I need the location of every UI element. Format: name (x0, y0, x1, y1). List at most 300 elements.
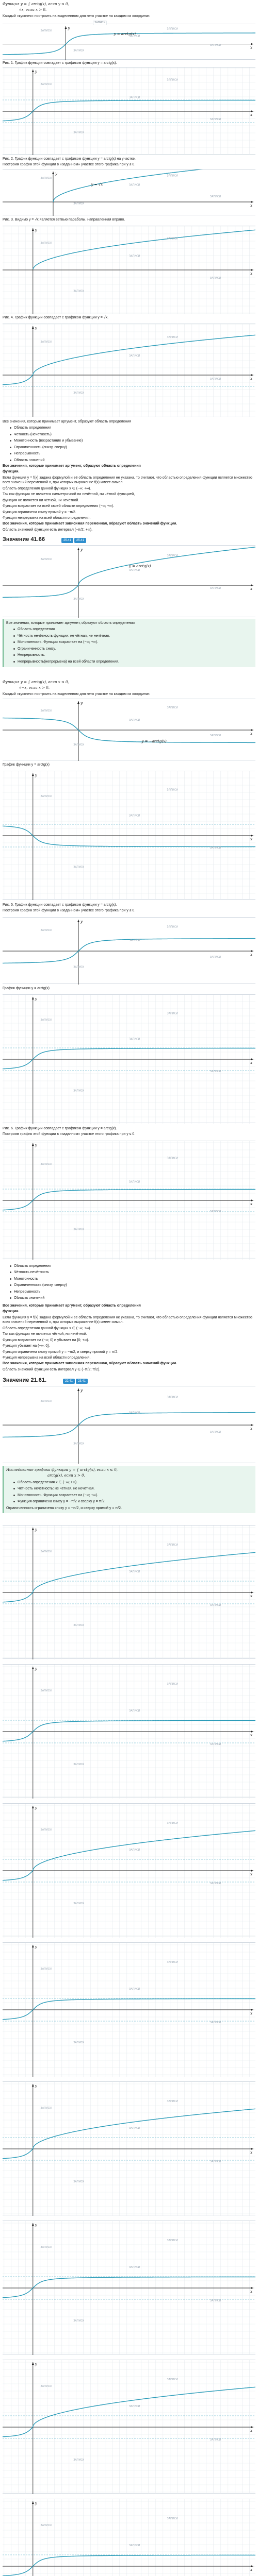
watermark: ЗАПИСИ (129, 35, 140, 38)
defs-p8: Функция ограничена снизу прямой y = −π/2. (3, 510, 76, 514)
watermark: ЗАПИСИ (73, 743, 85, 747)
curve-label: y = arctg(x) (129, 564, 151, 568)
x-axis-arrow (251, 2565, 253, 2567)
watermark: ЗАПИСИ (129, 2266, 140, 2269)
y-axis-arrow (32, 1806, 34, 1808)
watermark: ЗАПИСИ (209, 846, 221, 850)
x-axis-label: x (250, 732, 252, 736)
watermark: ЗАПИСИ (167, 925, 178, 929)
watermark: ЗАПИСИ (129, 2127, 140, 2130)
graph-15 (3, 1942, 255, 2076)
curve (3, 2387, 255, 2436)
part3-func-2: √−x, если x > 0. (19, 686, 50, 690)
list-item: Монотонность. Функция возрастает на (−∞; +∞). (13, 640, 253, 645)
watermark: ЗАПИСИ (167, 2100, 178, 2103)
graph-10 (3, 1141, 255, 1259)
watermark: ЗАПИСИ (167, 1157, 178, 1160)
y-axis-arrow (32, 773, 34, 776)
graph-7 (3, 771, 255, 900)
curve (3, 1190, 255, 1210)
list-item: Непрерывность(непрерывна) на всей области определения. (13, 659, 253, 664)
y-axis-arrow (32, 2084, 34, 2087)
y-axis-label: y (35, 2084, 37, 2088)
watermark: ЗАПИСИ (73, 2041, 85, 2044)
watermark: ЗАПИСИ (167, 1822, 178, 1825)
defs2-p11: Область значений функции есть интервал y ∈ (−π/2; π/2). (3, 1367, 101, 1371)
curve-label: y = arctg(x) (114, 32, 136, 36)
graph-5-svg (3, 546, 255, 618)
list-item: Монотонность. Функция возрастает на (−∞; +∞). (13, 1493, 253, 1498)
defs-p5: Так как функция не является симметричной ни нечётной, ни чётной функцией, (3, 493, 135, 497)
example44-title: Значение 21.61. (3, 1377, 47, 1383)
defs-p1: Все значения, которые принимает аргумент, образуют область определения (3, 464, 141, 468)
list-item: Область определения x ∈ (−∞; +∞). (13, 1480, 253, 1485)
list-item: Область определения (10, 426, 255, 430)
part3-func: Функция y = { arctg(x), если x ≤ 0, (3, 680, 69, 684)
graph-8 (3, 917, 255, 984)
defs-p2: функции. (3, 470, 20, 474)
x-axis-arrow (251, 269, 253, 271)
watermark: ЗАПИСИ (73, 290, 85, 293)
y-axis-label: y (35, 1143, 37, 1147)
watermark: ЗАПИСИ (73, 392, 85, 395)
props3-section (3, 1262, 255, 1302)
y-axis-arrow (32, 997, 34, 999)
watermark: ЗАПИСИ (209, 1882, 221, 1885)
y-axis-label: y (35, 228, 37, 232)
list-item: Чётность нечётность: не чётная, не нечётная. (13, 1486, 253, 1491)
watermark: ЗАПИСИ (73, 1442, 85, 1446)
watermark: ЗАПИСИ (167, 336, 178, 339)
final-head: Исследование графика функции y = { arctg(x), если x ≤ 0, (6, 1468, 118, 1472)
watermark: ЗАПИСИ (129, 1988, 140, 1991)
list-item: Ограниченность снизу. (13, 647, 253, 651)
x-axis-arrow (251, 2009, 253, 2011)
graph-7-svg (3, 771, 255, 900)
graph-19 (3, 2499, 255, 2576)
defs-p3: Если функция y = f(x) задана формулой и её область определения не указана, то считают, что областью определения функции является множество всех значений переменной x, при которых выражение f(x) имеет смысл. (3, 476, 252, 485)
graph6b-caption-section (3, 762, 255, 768)
graph-3 (3, 169, 255, 215)
curve (3, 1552, 255, 1602)
y-axis-label: y (35, 1806, 37, 1810)
graph-4b-svg (3, 324, 255, 417)
defs2-p9: Функция непрерывна на всей области определения. (3, 1355, 91, 1360)
watermark: ЗАПИСИ (209, 1210, 221, 1213)
example44-header (3, 1377, 255, 1384)
defs-section (3, 464, 255, 533)
y-axis-arrow (32, 1528, 34, 1530)
defs2-p8: Функция ограничена снизу прямой y = −π/2, и сверху прямой y = π/2. (3, 1350, 119, 1354)
y-axis-label: y (35, 326, 37, 330)
watermark: ЗАПИСИ (40, 929, 52, 932)
x-axis-arrow (251, 374, 253, 376)
y-axis-label: y (35, 1945, 37, 1949)
x-axis-arrow (251, 835, 253, 837)
watermark: ЗАПИСИ (73, 1089, 85, 1093)
y-axis-label: y (35, 997, 37, 1001)
x-axis-label: x (250, 1061, 252, 1065)
graph-12 (3, 1525, 255, 1659)
x-axis-label: x (250, 1733, 252, 1737)
watermark: ЗАПИСИ (209, 1070, 221, 1073)
example41-header (3, 536, 255, 544)
graph-18 (3, 2360, 255, 2494)
graph-1-svg (3, 24, 255, 60)
watermark: ЗАПИСИ (209, 2160, 221, 2163)
y-axis-arrow (52, 172, 54, 174)
final-list (13, 1480, 253, 1504)
list-item: Функция ограничена снизу y = −π/2 и сверху y = π/2. (13, 1499, 253, 1504)
watermark: ЗАПИСИ (40, 1689, 52, 1692)
props1-section (3, 419, 255, 464)
watermark: ЗАПИСИ (129, 1411, 140, 1415)
y-axis-arrow (32, 1945, 34, 1947)
final-head-2: arctg(x), если x > 0. (47, 1473, 85, 1478)
watermark: ЗАПИСИ (209, 118, 221, 121)
watermark: ЗАПИСИ (40, 83, 52, 86)
watermark: ЗАПИСИ (129, 1849, 140, 1852)
watermark: ЗАПИСИ (73, 866, 85, 869)
x-axis-label: x (250, 2150, 252, 2155)
watermark: ЗАПИСИ (73, 131, 85, 134)
graph-8-svg (3, 918, 255, 985)
watermark: ЗАПИСИ (129, 96, 140, 99)
example44-badge-1[interactable]: 22.41 (63, 1379, 75, 1384)
example44-badge-2[interactable]: 23.41 (76, 1379, 88, 1384)
x-axis-arrow (251, 1199, 253, 1201)
graph-13-svg (3, 1665, 255, 1799)
example41-badge-2[interactable]: 25.41 (74, 538, 86, 543)
graph-9 (3, 994, 255, 1123)
list-item: Непрерывность (10, 451, 255, 456)
watermark: ЗАПИСИ (167, 1683, 178, 1686)
watermark: ЗАПИСИ (73, 1763, 85, 1766)
graph1-caption-section (3, 61, 255, 66)
watermark: ЗАПИСИ (73, 1228, 85, 1231)
list-item: Непрерывность. (13, 653, 253, 657)
graph-4-svg (3, 226, 255, 314)
defs2-p6: Функция возрастает на (−∞; 0] и убывает на [0; +∞). (3, 1338, 89, 1342)
watermark: ЗАПИСИ (40, 1019, 52, 1022)
watermark: ЗАПИСИ (167, 1396, 178, 1399)
intro-text: Каждый «кусочек» построить на выделенном для него участке на каждом из координат. (3, 14, 150, 18)
watermark: ЗАПИСИ (167, 788, 178, 792)
y-axis-arrow (32, 1143, 34, 1146)
watermark: ЗАПИСИ (73, 598, 85, 601)
watermark: ЗАПИСИ (167, 554, 178, 557)
watermark: ЗАПИСИ (40, 242, 52, 245)
watermark: ЗАПИСИ (40, 1550, 52, 1553)
list-item: Непрерывность (10, 1290, 255, 1294)
x-axis-label: x (250, 1427, 252, 1431)
x-axis-label: x (250, 2429, 252, 2433)
y-axis-arrow (65, 26, 67, 29)
part4-caption: Рис. 5. График функции совпадает с графиком функции y = arctg(x). (3, 903, 117, 907)
props2-section (3, 619, 255, 667)
x-axis-arrow (251, 1870, 253, 1872)
watermark: ЗАПИСИ (209, 2438, 221, 2442)
watermark: ЗАПИСИ (40, 2524, 52, 2527)
defs2-p4: Область определения данной функции x ∈ (−∞; +∞). (3, 1326, 91, 1330)
list-item: Область значений (10, 1296, 255, 1300)
watermark: ЗАПИСИ (40, 177, 52, 180)
watermark: ЗАПИСИ (209, 2021, 221, 2024)
x-axis-label: x (250, 1202, 252, 1206)
watermark: ЗАПИСИ (73, 965, 85, 969)
graph-18-svg (3, 2360, 255, 2494)
part2-caption: Рис. 2. График функции совпадает с графиком функции y = arctg(x) на участке. (3, 157, 136, 161)
watermark: ЗАПИСИ (167, 1961, 178, 1964)
defs2-p3: Если функция y = f(x) задана формулой и её область определения не указана, то считают, что областью определения функции является множество всех значений переменной x, при которых выражение f(x) имеет смысл. (3, 1315, 252, 1325)
list-item: Монотонность (10, 1277, 255, 1281)
watermark: ЗАПИСИ (129, 2405, 140, 2408)
watermark: ЗАПИСИ (73, 2180, 85, 2183)
curve-label: y = −arctg(x) (141, 739, 167, 743)
graph-1 (3, 24, 255, 60)
defs-p9: Функция непрерывна на всей области определения. (3, 516, 91, 520)
defs-p10: Все значения, которые принимает зависимая переменная, образуют область значений функции. (3, 522, 178, 526)
x-axis-arrow (251, 201, 253, 203)
graph-17-svg (3, 2221, 255, 2355)
graph-17 (3, 2221, 255, 2354)
part2-section (3, 157, 255, 168)
part4-text: Построим график этой функции в «заданном» участке этого графика при y ≤ 0. (3, 909, 136, 913)
x-axis-arrow (251, 950, 253, 952)
watermark: ЗАПИСИ (167, 2378, 178, 2381)
watermark: ЗАПИСИ (167, 1544, 178, 1547)
watermark: ЗАПИСИ (129, 814, 140, 818)
y-axis-label: y (55, 172, 57, 176)
graph-4 (3, 226, 255, 313)
watermark: ЗАПИСИ (129, 719, 140, 722)
watermark: ЗАПИСИ (40, 2107, 52, 2110)
curve (3, 1999, 255, 2020)
x-axis-label: x (250, 2568, 252, 2572)
y-axis-label: y (35, 773, 37, 777)
y-axis-label: y (35, 2501, 37, 2505)
x-axis-label: x (250, 377, 252, 381)
x-axis-arrow (251, 1731, 253, 1733)
watermark: ЗАПИСИ (167, 27, 178, 31)
watermark: ЗАПИСИ (129, 1570, 140, 1573)
x-axis-label: x (250, 2011, 252, 2015)
intro-section (3, 2, 255, 20)
graph-16-svg (3, 2082, 255, 2216)
watermark: ЗАПИСИ (209, 277, 221, 280)
x-axis-arrow (251, 2148, 253, 2150)
list-item: Ограниченность (снизу, сверху) (10, 1283, 255, 1287)
watermark-pill: ЗАПИСИ (93, 21, 107, 25)
watermark: ЗАПИСИ (167, 2517, 178, 2520)
graph-6 (3, 699, 255, 760)
watermark: ЗАПИСИ (73, 2319, 85, 2323)
y-axis-label: y (80, 548, 83, 552)
watermark: ЗАПИСИ (40, 2246, 52, 2249)
defs-p4: Область определения данной функции x ∈ (−∞; +∞). (3, 486, 91, 490)
watermark: ЗАПИСИ (73, 202, 85, 206)
props3-list (10, 1264, 255, 1301)
props2-list (13, 627, 253, 664)
y-axis-label: y (68, 26, 70, 30)
graph8-caption: Рис. 6. График функции совпадает с графиком функции y = arctg(x). (3, 1127, 117, 1130)
curve (3, 2555, 255, 2576)
list-item: Монотонность (возрастание и убывание) (10, 438, 255, 443)
x-axis-arrow (251, 43, 253, 45)
graph-14-svg (3, 1804, 255, 1938)
x-axis-label: x (250, 953, 252, 957)
defs-p7: Функция возрастает на всей своей области определения (−∞; +∞). (3, 504, 114, 509)
watermark: ЗАПИСИ (73, 1624, 85, 1627)
graph-3-svg (3, 170, 255, 216)
y-axis-arrow (77, 1388, 79, 1391)
watermark: ЗАПИСИ (167, 2239, 178, 2242)
y-axis-arrow (77, 548, 79, 550)
watermark: ЗАПИСИ (209, 956, 221, 959)
graph3-text-section (3, 217, 255, 223)
watermark: ЗАПИСИ (40, 709, 52, 713)
y-axis-label: y (35, 2223, 37, 2227)
x-axis-label: x (250, 1872, 252, 1876)
y-axis-arrow (32, 228, 34, 231)
graph-9-svg (3, 995, 255, 1124)
graph4-caption-section (3, 315, 255, 321)
watermark: ЗАПИСИ (40, 1163, 52, 1166)
graph1-caption: Рис. 1. График функции совпадает с графиком функции y = arctg(x). (3, 61, 117, 65)
watermark: ЗАПИСИ (167, 174, 178, 178)
watermark: ЗАПИСИ (40, 1400, 52, 1403)
graph8-text-section (3, 1126, 255, 1138)
curve-label: y = √x (91, 182, 103, 187)
y-axis-arrow (32, 326, 34, 329)
watermark: ЗАПИСИ (209, 1431, 221, 1434)
graph-12-svg (3, 1526, 255, 1659)
graph6b-caption: График функции y = arctg(x) (3, 763, 50, 767)
watermark: ЗАПИСИ (129, 1038, 140, 1041)
defs-p11: Область значений функции есть интервал (−π/2; +∞). (3, 528, 93, 532)
x-axis-arrow (251, 1424, 253, 1426)
watermark: ЗАПИСИ (209, 734, 221, 737)
watermark: ЗАПИСИ (167, 78, 178, 82)
y-axis-arrow (32, 2362, 34, 2365)
watermark: ЗАПИСИ (129, 1180, 140, 1184)
x-axis-arrow (251, 729, 253, 731)
part3-section (3, 680, 255, 698)
example41-badge-1[interactable]: 25.41 (61, 538, 73, 543)
watermark: ЗАПИСИ (209, 587, 221, 590)
props1-intro: Все значения, которые принимает аргумент, образуют область определения (3, 420, 131, 423)
defs2-section (3, 1303, 255, 1373)
watermark: ЗАПИСИ (209, 1604, 221, 1607)
graph-13 (3, 1664, 255, 1798)
curve (3, 826, 255, 846)
defs2-p10: Все значения, которые принимает зависимая переменная, образуют область значений функции. (3, 1362, 178, 1366)
watermark: ЗАПИСИ (73, 2459, 85, 2462)
y-axis-arrow (32, 2501, 34, 2504)
y-axis-label: y (35, 70, 37, 74)
x-axis-label: x (250, 45, 252, 50)
graph-10-svg (3, 1141, 255, 1260)
final-last: Ограниченность ограничена снизу y = −π/2, и сверху прямой y = π/2. (6, 1506, 122, 1510)
graph-14 (3, 1803, 255, 1937)
x-axis-label: x (250, 113, 252, 117)
y-axis-label: y (35, 1528, 37, 1532)
y-axis-label: y (35, 1667, 37, 1671)
list-item: Ограниченность (снизу, сверху) (10, 445, 255, 450)
curve (3, 1048, 255, 1069)
intro-function-head: Функция y = { arctg(x), если y ≤ 0, (3, 2, 69, 6)
graph8-text: Построим график этой функции в «заданном» участке этого графика при y ≤ 0. (3, 1132, 136, 1137)
graph4-caption: Рис. 4. График функции совпадает с графиком функции y = √x. (3, 316, 109, 319)
x-axis-arrow (251, 584, 253, 586)
watermark: ЗАПИСИ (209, 378, 221, 381)
x-axis-label: x (250, 1594, 252, 1598)
x-axis-label: x (250, 2290, 252, 2294)
watermark: ЗАПИСИ (40, 2385, 52, 2388)
part4b-section (3, 986, 255, 992)
graph3-text: Рис. 3. Видимо y = √x является ветвью параболы, направленная вправо. (3, 218, 125, 222)
watermark: ЗАПИСИ (129, 354, 140, 358)
watermark: ЗАПИСИ (129, 939, 140, 942)
watermark: ЗАПИСИ (167, 1012, 178, 1015)
part3-text: Каждый «кусочек» построить на выделенном для него участке на каждом из координат. (3, 692, 150, 696)
watermark: ЗАПИСИ (40, 1968, 52, 1971)
defs2-p7: Функция убывает на (−∞; 0]. (3, 1344, 50, 1348)
y-axis-label: y (80, 1388, 83, 1393)
list-item: Область значений (10, 458, 255, 463)
watermark: ЗАПИСИ (40, 1828, 52, 1832)
final-section (3, 1466, 255, 1513)
list-item: Область определения (10, 1264, 255, 1268)
x-axis-arrow (251, 2426, 253, 2428)
x-axis-label: x (250, 837, 252, 841)
watermark: ЗАПИСИ (209, 44, 221, 47)
y-axis-arrow (32, 2223, 34, 2226)
x-axis-arrow (251, 1058, 253, 1060)
y-axis-label: y (80, 920, 83, 924)
x-axis-label: x (250, 272, 252, 276)
y-axis-arrow (77, 920, 79, 922)
watermark: ЗАПИСИ (73, 49, 85, 53)
graph-5 (3, 545, 255, 617)
curve (3, 2277, 255, 2298)
watermark: ЗАПИСИ (209, 1743, 221, 1746)
graph-16 (3, 2081, 255, 2215)
watermark: ЗАПИСИ (129, 183, 140, 187)
graph-15-svg (3, 1943, 255, 2077)
watermark: ЗАПИСИ (167, 237, 178, 241)
intro-function-head-2: √x, если x > 0. (19, 8, 47, 12)
list-item: Чётность (нечётность) (10, 432, 255, 437)
x-axis-arrow (251, 2287, 253, 2289)
x-axis-arrow (251, 1591, 253, 1594)
watermark: ЗАПИСИ (40, 795, 52, 798)
watermark: ЗАПИСИ (129, 2544, 140, 2547)
defs2-p2: функции. (3, 1310, 20, 1314)
x-axis-label: x (250, 587, 252, 591)
y-axis-label: y (80, 701, 83, 705)
list-item: Чётность нечётность функции: не чётная, не нечётная. (13, 634, 253, 638)
curve (3, 2109, 255, 2158)
watermark: ЗАПИСИ (209, 2299, 221, 2302)
x-axis-arrow (251, 110, 253, 112)
defs2-p5: Так как функция не является чётной, ни нечётной. (3, 1332, 87, 1336)
graph-2 (3, 67, 255, 155)
part2-text: Построим график этой функции в «заданном» участке этого графика при y ≤ 0. (3, 163, 136, 167)
curve (3, 939, 255, 963)
watermark: ЗАПИСИ (129, 1709, 140, 1713)
y-axis-arrow (32, 70, 34, 72)
